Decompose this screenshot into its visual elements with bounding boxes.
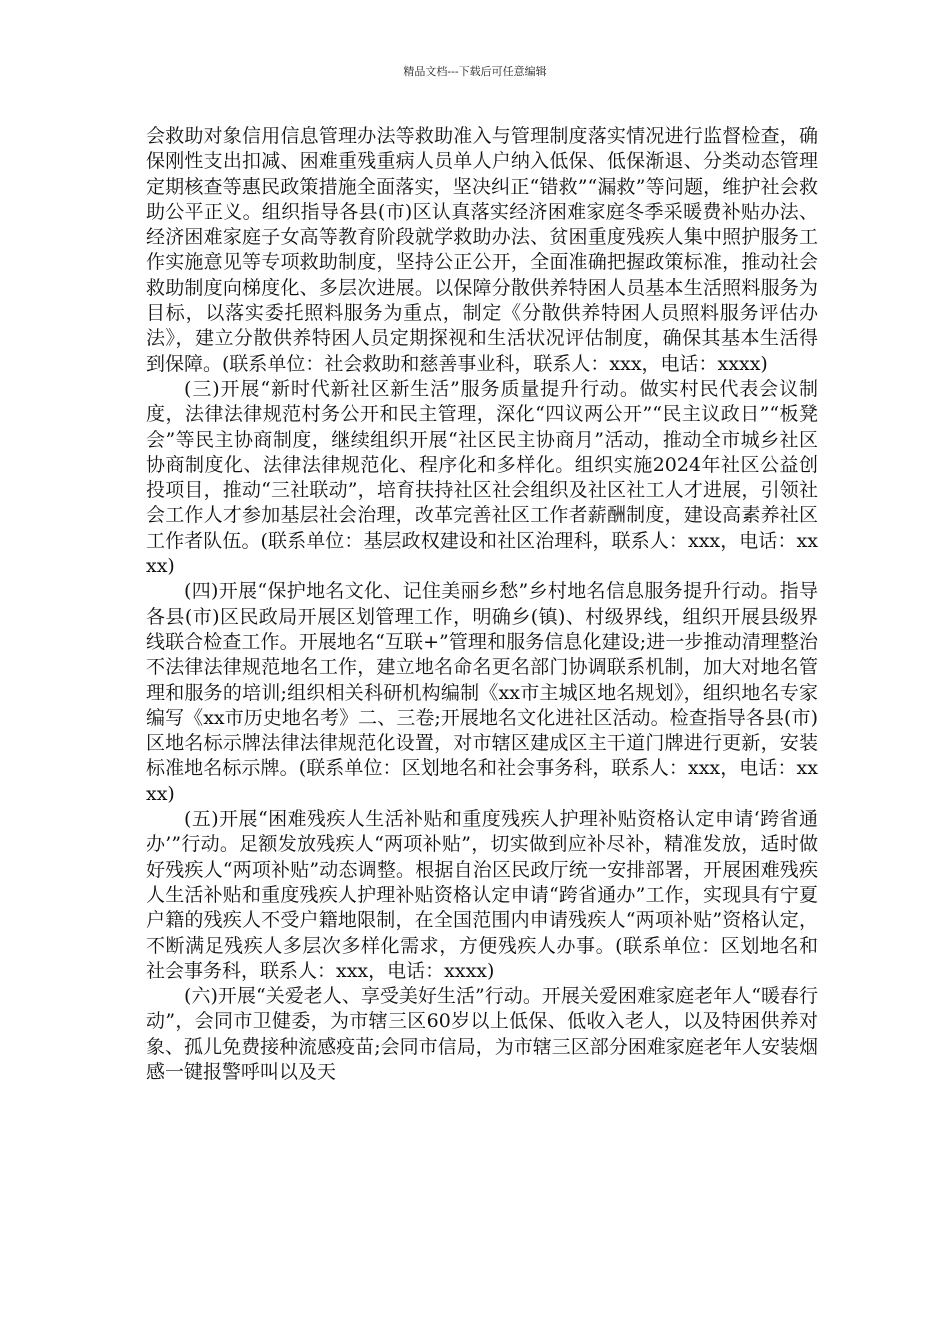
- paragraph-section-5: (五)开展“困难残疾人生活补贴和重度残疾人护理补贴资格认定申请‘跨省通办’”行动。足额发放残疾人“两项补贴”，切实做到应补尽补，精准发放，适时做好残疾人“两项补贴”动态调整。根据自治区民政厅统一安排部署，开展困难残疾人生活补贴和重度残疾人护理补贴资格认定申请“跨省通办”工作，实现具有宁夏户籍的残疾人不受户籍地限制，在全国范围内申请残疾人“两项补贴”资格认定，不断满足残疾人多层次多样化需求，方便残疾人办事。(联系单位：区划地名和社会事务科，联系人：xxx，电话：xxxx): [146, 808, 818, 982]
- paragraph-continued: 会救助对象信用信息管理办法等救助准入与管理制度落实情况进行监督检查，确保刚性支出扣减、困难重残重病人员单人户纳入低保、低保渐退、分类动态管理定期核查等惠民政策措施全面落实，坚决纠正“错救”“漏救”等问题，维护社会救助公平正义。组织指导各县(市)区认真落实经济困难家庭冬季采暖费补贴办法、经济困难家庭子女高等教育阶段就学救助办法、贫困重度残疾人集中照护服务工作实施意见等专项救助制度，坚持公正公开，全面准确把握政策标准，推动社会救助制度向梯度化、多层次进展。以保障分散供养特困人员基本生活照料服务为目标，以落实委托照料服务为重点，制定《分散供养特困人员照料服务评估办法》，建立分散供养特困人员定期探视和生活状况评估制度，确保其基本生活得到保障。(联系单位：社会救助和慈善事业科，联系人：xxx，电话：xxxx): [146, 125, 818, 375]
- paragraph-section-3: (三)开展“新时代新社区新生活”服务质量提升行动。做实村民代表会议制度，法律法律规范村务公开和民主管理，深化“四议两公开”“民主议政日”“板凳会”等民主协商制度，继续组织开展“社区民主协商月”活动，推动全市城乡社区协商制度化、法律法律规范化、程序化和多样化。组织实施2024年社区公益创投项目，推动“三社联动”，培育扶持社区社会组织及社区社工人才进展，引领社会工作人才参加基层社会治理，改革完善社区工作者薪酬制度，建设高素养社区工作者队伍。(联系单位：基层政权建设和社区治理科，联系人：xxx，电话：xxxx): [146, 377, 818, 578]
- paragraph-section-4: (四)开展“保护地名文化、记住美丽乡愁”乡村地名信息服务提升行动。指导各县(市)区民政局开展区划管理工作，明确乡(镇)、村级界线，组织开展县级界线联合检查工作。开展地名“互联+”管理和服务信息化建设;进一步推动清理整治不法律法律规范地名工作，建立地名命名更名部门协调联系机制，加大对地名管理和服务的培训;组织相关科研机构编制《xx市主城区地名规划》，组织地名专家编写《xx市历史地名考》二、三卷;开展地名文化进社区活动。检查指导各县(市)区地名标示牌法律法律规范化设置，对市辖区建成区主干道门牌进行更新，安装标准地名标示牌。(联系单位：区划地名和社会事务科，联系人：xxx，电话：xxxx): [146, 580, 818, 805]
- document-body: [146, 124, 818, 1085]
- paragraph-section-6: (六)开展“关爱老人、享受美好生活”行动。开展关爱困难家庭老年人“暖春行动”，会同市卫健委，为市辖三区60岁以上低保、低收入老人，以及特困供养对象、孤儿免费接种流感疫苗;会同市信局，为市辖三区部分困难家庭老年人安装烟感一键报警呼叫以及天: [146, 985, 818, 1083]
- page-header: 精品文档---下载后可任意编辑: [403, 65, 547, 78]
